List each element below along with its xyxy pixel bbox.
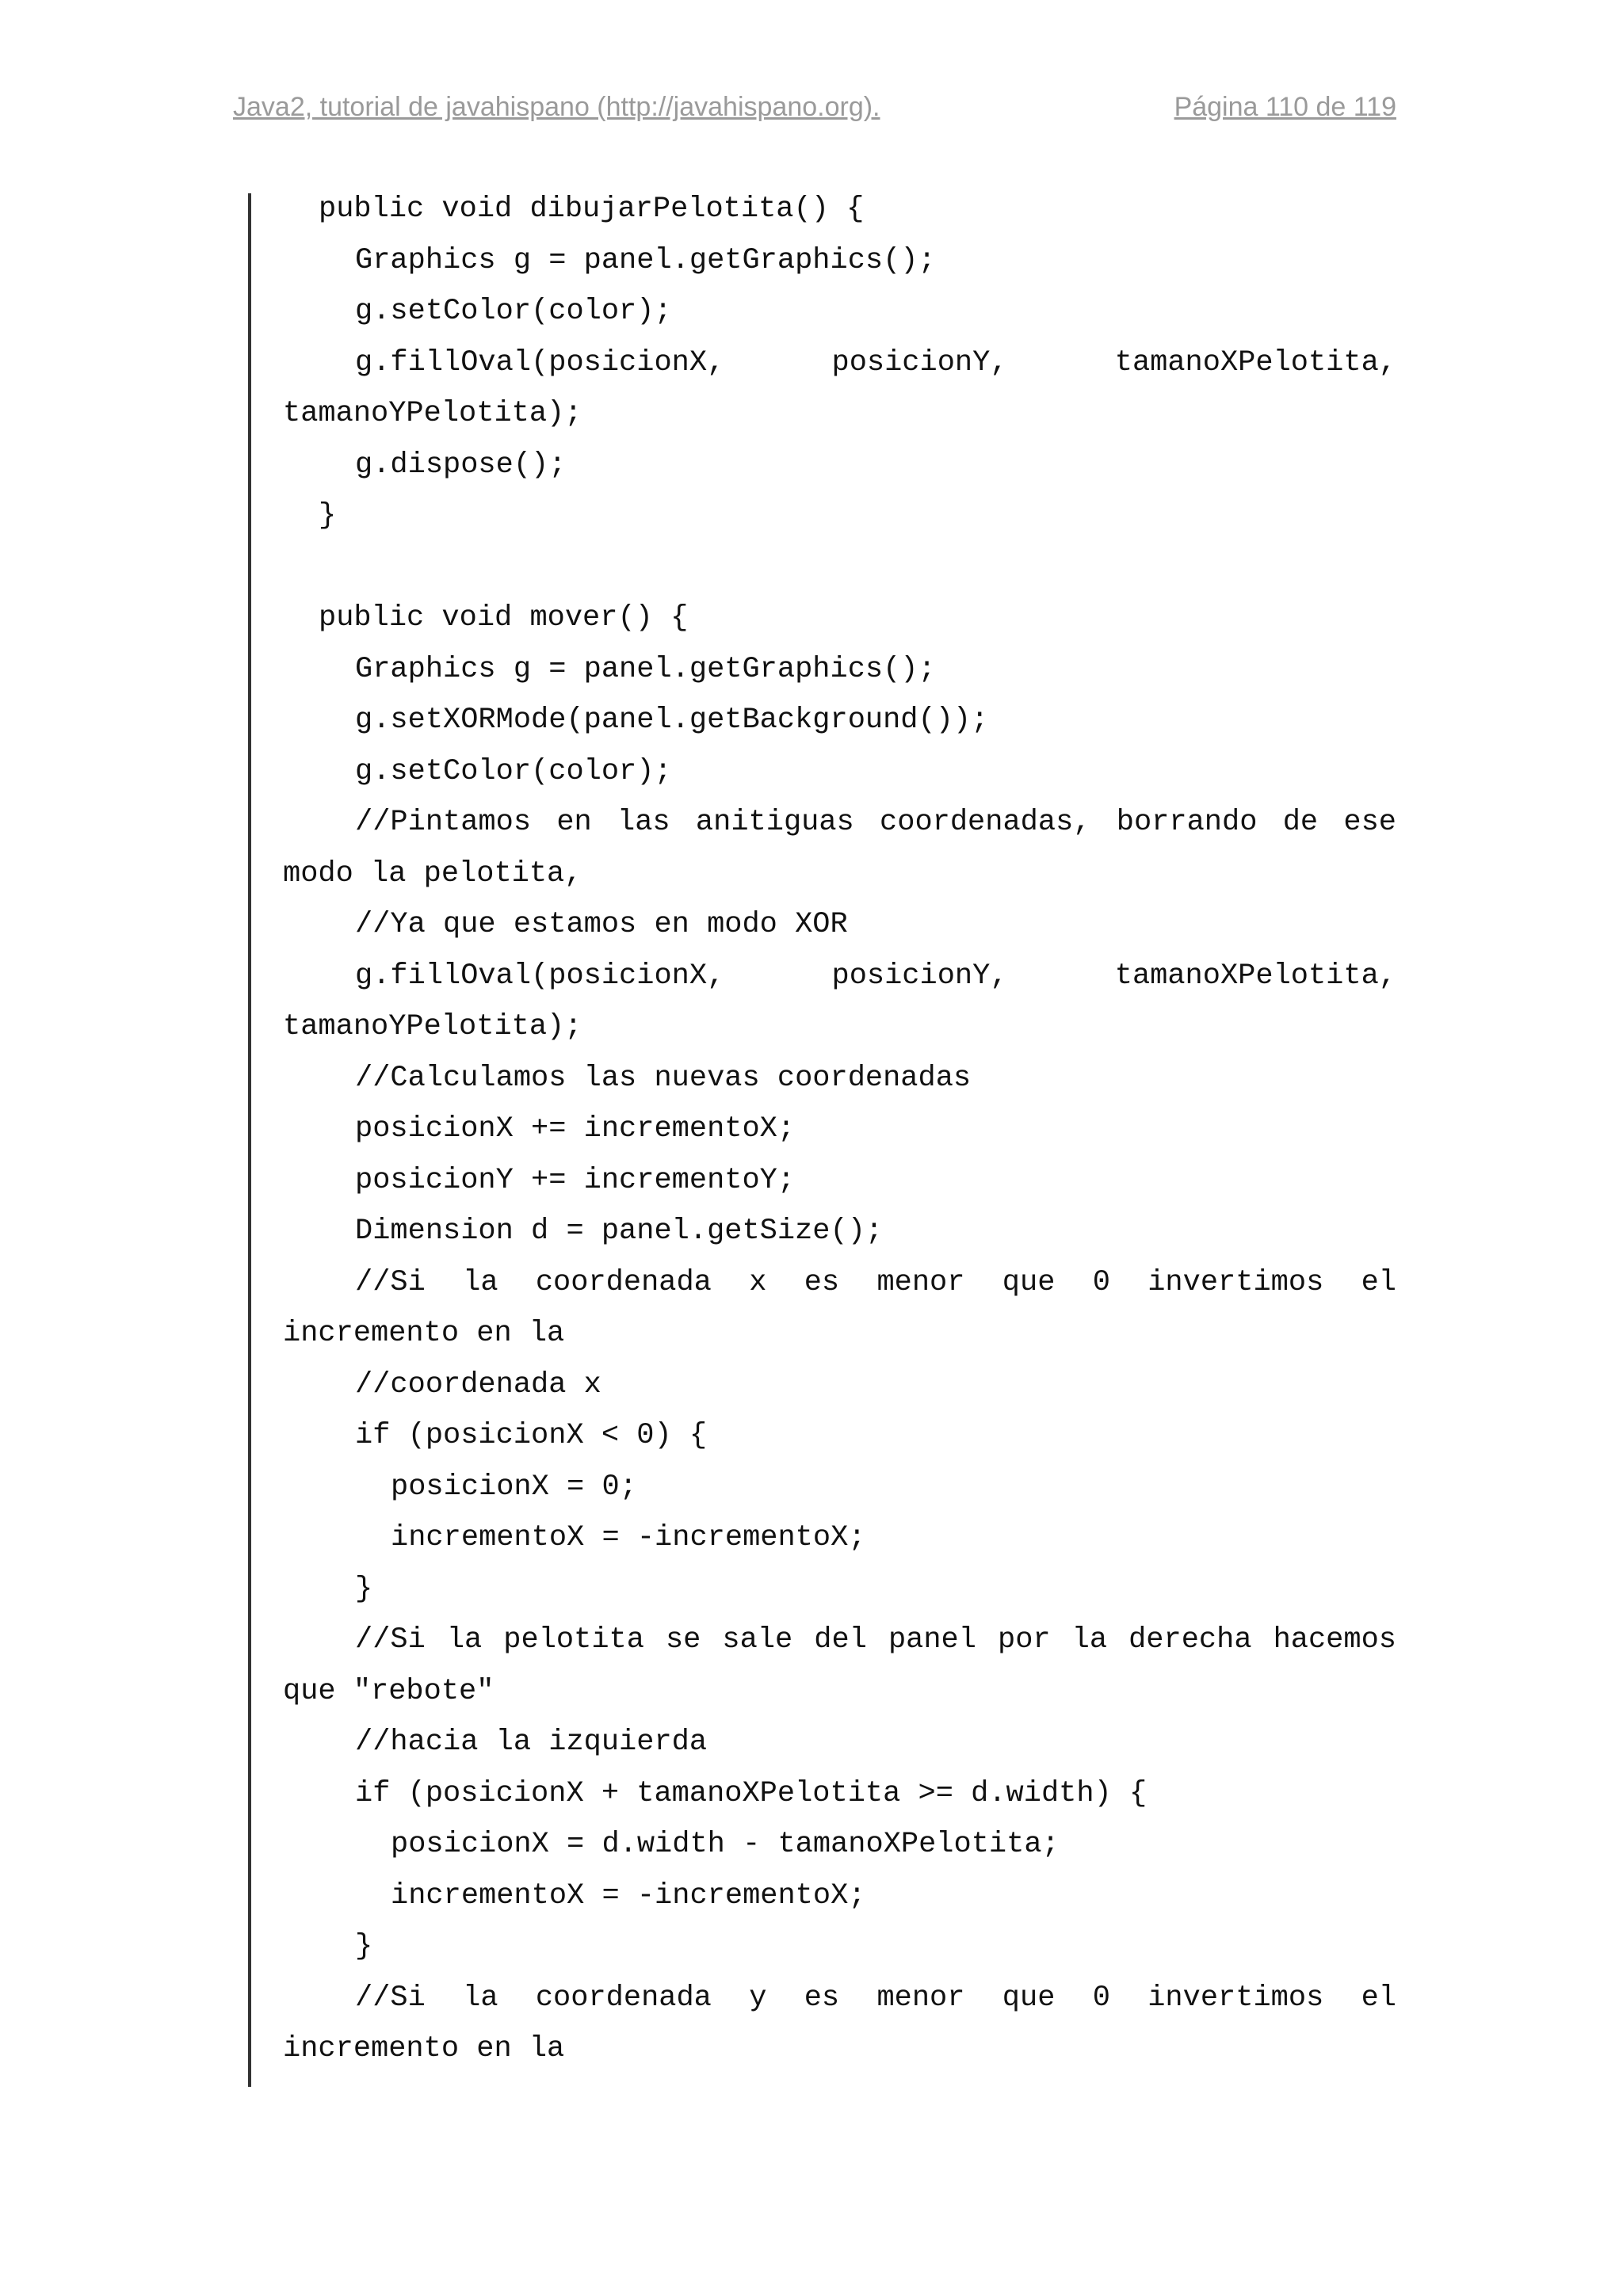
code-line: } <box>355 1572 373 1606</box>
code-line: tamanoYPelotita); <box>283 1010 582 1043</box>
code-line: g.fillOval(posicionX, posicionY, tamanoXPelotita, <box>355 959 1396 993</box>
code-comment-line: //coordenada x <box>355 1367 601 1402</box>
code-line: g.setColor(color); <box>355 295 672 328</box>
code-line: Dimension d = panel.getSize(); <box>355 1215 884 1248</box>
code-line: if (posicionX < 0) { <box>355 1419 708 1452</box>
code-comment-line: que "rebote" <box>283 1674 495 1708</box>
code-comment-line: //Si la coordenada x es menor que 0 invertimos el <box>355 1265 1396 1299</box>
code-line: posicionY += incrementoY; <box>355 1163 796 1197</box>
code-line-blank <box>283 542 1396 593</box>
code-line: posicionX = 0; <box>391 1470 637 1504</box>
code-comment-line: incremento en la <box>283 1317 565 1350</box>
code-comment-line: //Ya que estamos en modo XOR <box>355 908 848 941</box>
code-line: } <box>355 1930 373 1963</box>
code-block <box>283 184 1396 2075</box>
code-line: g.fillOval(posicionX, posicionY, tamanoXPelotita, <box>355 345 1396 379</box>
code-comment-line: //hacia la izquierda <box>355 1726 708 1759</box>
code-line: Graphics g = panel.getGraphics(); <box>355 652 936 686</box>
code-line: g.setColor(color); <box>355 754 672 788</box>
code-comment-line: //Si la pelotita se sale del panel por la derecha hacemos <box>355 1623 1396 1657</box>
code-line: tamanoYPelotita); <box>283 397 582 430</box>
code-line: incrementoX = -incrementoX; <box>391 1521 866 1554</box>
code-line: posicionX += incrementoX; <box>355 1112 796 1146</box>
code-block-rule <box>248 193 251 2087</box>
code-line: g.setXORMode(panel.getBackground()); <box>355 704 989 737</box>
code-line: } <box>319 499 337 532</box>
code-line: posicionX = d.width - tamanoXPelotita; <box>391 1828 1060 1861</box>
code-line: Graphics g = panel.getGraphics(); <box>355 243 936 277</box>
code-comment-line: //Si la coordenada y es menor que 0 invertimos el <box>355 1981 1396 2015</box>
code-line: if (posicionX + tamanoXPelotita >= d.width) { <box>355 1776 1148 1810</box>
code-line: public void dibujarPelotita() { <box>319 193 865 226</box>
header-title[interactable]: Java2, tutorial de javahispano (http://javahispano.org). <box>233 92 880 122</box>
code-comment-line: //Pintamos en las anitiguas coordenadas, borrando de ese <box>355 806 1396 839</box>
code-line: public void mover() { <box>319 601 689 635</box>
header-page-number[interactable]: Página 110 de 119 <box>1174 92 1396 122</box>
code-comment-line: modo la pelotita, <box>283 856 582 891</box>
code-line: incrementoX = -incrementoX; <box>391 1878 866 1913</box>
code-line: g.dispose(); <box>355 448 567 482</box>
code-comment-line: //Calculamos las nuevas coordenadas <box>355 1061 972 1095</box>
code-comment-line: incremento en la <box>283 2032 565 2065</box>
